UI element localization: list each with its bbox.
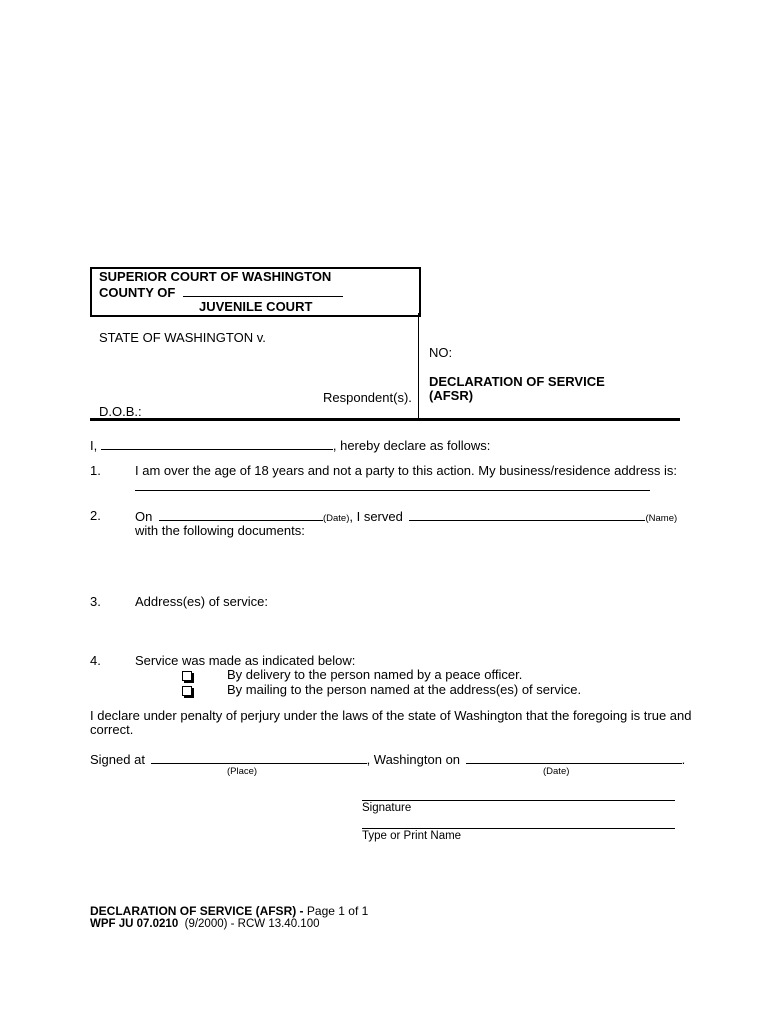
- footer-form-number: WPF JU 07.0210: [90, 918, 179, 930]
- declarant-name-field[interactable]: [101, 437, 333, 450]
- item-1-text: I am over the age of 18 years and not a party to this action. My business/residence address is:: [135, 463, 677, 478]
- served-name-field[interactable]: [409, 508, 645, 521]
- declaration-line1: I declare under penalty of perjury under the laws of the state of Washington that the foregoing is true and: [90, 708, 692, 723]
- footer-form: [90, 918, 319, 930]
- name-hint: (Name): [645, 513, 678, 524]
- item-2-text: with the following documents:: [135, 523, 305, 538]
- option-delivery-label: By delivery to the person named by a peace officer.: [227, 667, 523, 682]
- option-mailing-label: By mailing to the person named at the address(es) of service.: [227, 682, 582, 697]
- caption-divider-horizontal: [90, 418, 680, 421]
- checkbox-icon: [182, 671, 192, 681]
- print-name-label: Type or Print Name: [362, 830, 462, 842]
- service-date-field[interactable]: [159, 508, 323, 521]
- option-delivery-checkbox[interactable]: [182, 667, 192, 682]
- signed-at-line: [90, 751, 685, 767]
- item-3-number: 3.: [90, 594, 101, 609]
- place-hint: (Place): [227, 766, 258, 777]
- signed-date-field[interactable]: [466, 751, 682, 764]
- respondent-label: Respondent(s).: [323, 390, 412, 405]
- item-1-number: 1.: [90, 463, 101, 478]
- footer-title-bold: DECLARATION OF SERVICE (AFSR) -: [90, 904, 304, 918]
- declarant-prefix: I,: [90, 438, 98, 453]
- declaration-line2: correct.: [90, 722, 134, 737]
- print-name-field[interactable]: [362, 828, 675, 829]
- signature-label: Signature: [362, 802, 412, 814]
- document-title-line1: DECLARATION OF SERVICE: [429, 374, 605, 389]
- footer-page-text: Page 1 of 1: [303, 904, 369, 918]
- period: .: [681, 752, 686, 767]
- footer-title: [90, 904, 368, 918]
- declarant-line: [90, 437, 490, 453]
- on-label: On: [135, 509, 153, 524]
- place-field[interactable]: [151, 751, 367, 764]
- declarant-suffix: , hereby declare as follows:: [332, 438, 491, 453]
- item-2-number: 2.: [90, 508, 101, 523]
- address-field[interactable]: [135, 490, 650, 491]
- item-2-line: [135, 508, 677, 524]
- signature-field[interactable]: [362, 800, 675, 801]
- date-hint-signed: (Date): [543, 766, 570, 777]
- state-label: STATE OF WASHINGTON v.: [99, 330, 266, 345]
- court-name: SUPERIOR COURT OF WASHINGTON: [99, 269, 332, 284]
- caption-divider-vertical: [418, 313, 419, 419]
- dob-label: D.O.B.:: [99, 404, 142, 419]
- served-label: , I served: [349, 509, 403, 524]
- item-3-text: Address(es) of service:: [135, 594, 268, 609]
- item-4-text: Service was made as indicated below:: [135, 653, 356, 668]
- item-4-number: 4.: [90, 653, 101, 668]
- signed-at-label: Signed at: [90, 752, 145, 767]
- case-number-label: NO:: [429, 345, 453, 360]
- washington-on-label: , Washington on: [366, 752, 461, 767]
- county-label: [99, 284, 343, 300]
- county-field[interactable]: [183, 284, 343, 297]
- juvenile-court-label: JUVENILE COURT: [199, 299, 313, 314]
- document-title-line2: (AFSR): [429, 388, 474, 403]
- footer-form-rest: (9/2000) - RCW 13.40.100: [178, 918, 320, 930]
- date-hint: (Date): [322, 513, 350, 524]
- county-label-text: COUNTY OF: [99, 285, 176, 300]
- checkbox-icon: [182, 686, 192, 696]
- option-mailing-checkbox[interactable]: [182, 682, 192, 697]
